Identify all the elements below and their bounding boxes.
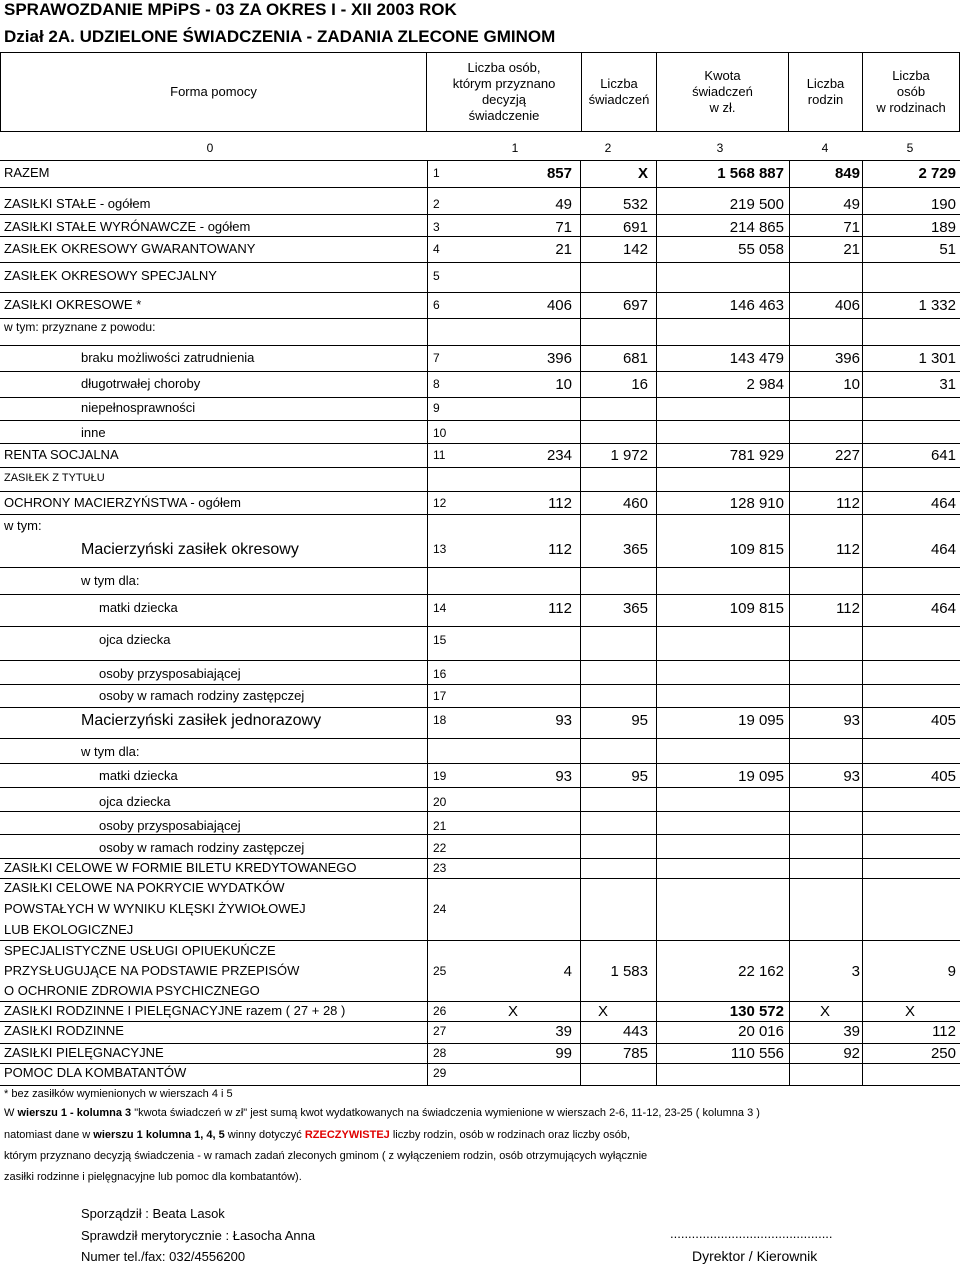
cell-value: 19 095 xyxy=(738,768,784,785)
column-divider xyxy=(656,160,657,1085)
cell-value: 143 479 xyxy=(729,350,784,367)
cell-value: 110 556 xyxy=(730,1045,784,1062)
column-divider xyxy=(789,160,790,1085)
cell-value: 112 xyxy=(548,495,572,512)
cell-value: 1 568 887 xyxy=(717,165,784,182)
row-number: 5 xyxy=(433,269,440,283)
page-title: SPRAWOZDANIE MPiPS - 03 ZA OKRES I - XII 2003 ROK xyxy=(4,0,457,19)
row-divider xyxy=(0,214,960,215)
row-number: 12 xyxy=(433,496,447,510)
cell-value: 532 xyxy=(622,196,648,213)
cell-value: 214 865 xyxy=(729,219,784,236)
cell-value: 406 xyxy=(546,297,572,314)
row-label: w tym dla: xyxy=(81,744,140,759)
row-number: 7 xyxy=(433,351,440,365)
row-divider xyxy=(0,292,960,293)
cell-value: 250 xyxy=(930,1045,956,1062)
cell-value: 464 xyxy=(930,541,956,558)
row-divider xyxy=(0,467,960,468)
row-divider xyxy=(0,594,960,595)
row-number: 1 xyxy=(433,166,440,180)
row-label: inne xyxy=(81,425,106,440)
cell-value: 1 583 xyxy=(610,963,648,980)
col-number-1: 1 xyxy=(511,141,519,155)
header-col1: Liczba osób, którym przyznano decyzją świadczenie xyxy=(426,52,582,132)
row-divider xyxy=(0,940,960,941)
cell-value: 16 xyxy=(631,376,648,393)
row-divider xyxy=(0,318,960,319)
cell-value: 234 xyxy=(546,447,572,464)
row-label: ZASIŁKI STAŁE WYRÓNAWCZE - ogółem xyxy=(4,219,251,234)
cell-value: 405 xyxy=(930,712,956,729)
cell-value: X xyxy=(820,1003,831,1020)
row-label: PRZYSŁUGUJĄCE NA PODSTAWIE PRZEPISÓW xyxy=(4,963,300,978)
cell-value: 146 463 xyxy=(729,297,784,314)
cell-value: 21 xyxy=(843,241,860,258)
row-number: 24 xyxy=(433,902,447,916)
footnote-3: natomiast dane w wierszu 1 kolumna 1, 4, 5 winny dotyczyć RZECZYWISTEJ liczby rodzin, osób w rodzinach oraz liczby osób, xyxy=(4,1129,631,1141)
row-number: 2 xyxy=(433,197,440,211)
header-col3: Kwota świadczeń w zł. xyxy=(656,52,789,132)
cell-value: 464 xyxy=(930,495,956,512)
row-divider xyxy=(0,626,960,627)
cell-value: 189 xyxy=(930,219,956,236)
cell-value: 128 910 xyxy=(729,495,784,512)
cell-value: 849 xyxy=(834,165,860,182)
cell-value: 2 984 xyxy=(746,376,784,393)
row-divider xyxy=(0,811,960,812)
cell-value: 112 xyxy=(836,600,860,617)
row-number: 15 xyxy=(433,633,447,647)
row-number: 4 xyxy=(433,242,440,256)
row-label: O OCHRONIE ZDROWIA PSYCHICZNEGO xyxy=(4,983,260,998)
cell-value: 697 xyxy=(622,297,648,314)
cell-value: 1 301 xyxy=(918,350,956,367)
cell-value: 2 729 xyxy=(918,165,956,182)
row-label: braku możliwości zatrudnienia xyxy=(81,350,255,365)
row-label: osoby przysposabiającej xyxy=(99,666,241,681)
row-label: RENTA SOCJALNA xyxy=(4,447,119,462)
col-number-4: 4 xyxy=(821,141,829,155)
row-number: 18 xyxy=(433,713,447,727)
row-number: 10 xyxy=(433,426,447,440)
cell-value: 396 xyxy=(834,350,860,367)
footnote-4: którym przyznano decyzją świadczenia - w ramach zadań zleconych gminom ( z wyłączeniem rodzin, osób otrzymujących wyłącznie xyxy=(4,1150,648,1162)
cell-value: 464 xyxy=(930,600,956,617)
col-number-0: 0 xyxy=(206,141,214,155)
cell-value: 3 xyxy=(851,963,860,980)
cell-value: 112 xyxy=(548,600,572,617)
header-forma: Forma pomocy xyxy=(0,52,427,132)
cell-value: 460 xyxy=(622,495,648,512)
row-label: długotrwałej choroby xyxy=(81,376,201,391)
col-number-5: 5 xyxy=(906,141,914,155)
row-label: w tym: przyznane z powodu: xyxy=(4,320,156,334)
footnote-1: * bez zasiłków wymienionych w wierszach 4 i 5 xyxy=(4,1088,233,1100)
row-label: matki dziecka xyxy=(99,768,178,783)
row-number: 29 xyxy=(433,1066,447,1080)
row-number: 13 xyxy=(433,542,447,556)
cell-value: 93 xyxy=(843,712,860,729)
row-label: w tym dla: xyxy=(81,573,140,588)
row-label: Macierzyński zasiłek okresowy xyxy=(81,541,299,558)
director-label: Dyrektor / Kierownik xyxy=(692,1248,818,1264)
row-number: 28 xyxy=(433,1046,447,1060)
cell-value: 93 xyxy=(555,768,572,785)
row-number: 16 xyxy=(433,667,447,681)
row-label: ojca dziecka xyxy=(99,794,171,809)
row-label: ZASIŁKI RODZINNE xyxy=(4,1023,124,1038)
cell-value: 190 xyxy=(930,196,956,213)
row-label: POMOC DLA KOMBATANTÓW xyxy=(4,1065,187,1080)
cell-value: 93 xyxy=(555,712,572,729)
cell-value: X xyxy=(598,1003,609,1020)
cell-value: 19 095 xyxy=(738,712,784,729)
row-label: RAZEM xyxy=(4,165,50,180)
row-divider xyxy=(0,1021,960,1022)
page-subtitle: Dział 2A. UDZIELONE ŚWIADCZENIA - ZADANIA ZLECONE GMINOM xyxy=(4,27,556,46)
checked-by: Sprawdził merytorycznie : Łasocha Anna xyxy=(81,1228,316,1243)
prepared-by: Sporządził : Beata Lasok xyxy=(81,1206,225,1221)
cell-value: 641 xyxy=(930,447,956,464)
cell-value: 93 xyxy=(843,768,860,785)
row-divider xyxy=(0,371,960,372)
row-label: ZASIŁEK OKRESOWY SPECJALNY xyxy=(4,268,217,283)
row-divider xyxy=(0,1063,960,1064)
footnote-2: W wierszu 1 - kolumna 3 "kwota świadczeń w zł" jest sumą kwot wydatkowanych na świadczenia wymienione w wierszach 2-6, 11-12, 23-25 ( kolumna 3 ) xyxy=(4,1107,760,1119)
row-label: osoby w ramach rodziny zastępczej xyxy=(99,840,305,855)
row-label: ZASIŁKI CELOWE W FORMIE BILETU KREDYTOWANEGO xyxy=(4,860,357,875)
cell-value: 406 xyxy=(834,297,860,314)
row-label: matki dziecka xyxy=(99,600,178,615)
cell-value: 227 xyxy=(834,447,860,464)
col-number-2: 2 xyxy=(604,141,612,155)
cell-value: 99 xyxy=(555,1045,572,1062)
row-number: 17 xyxy=(433,689,447,703)
column-divider xyxy=(862,160,863,1085)
cell-value: 92 xyxy=(843,1045,860,1062)
row-label: Macierzyński zasiłek jednorazowy xyxy=(81,712,322,729)
row-number: 20 xyxy=(433,795,447,809)
cell-value: 49 xyxy=(555,196,572,213)
row-number: 19 xyxy=(433,769,447,783)
cell-value: 781 929 xyxy=(729,447,784,464)
row-number: 9 xyxy=(433,401,440,415)
row-label: ZASIŁKI OKRESOWE * xyxy=(4,297,142,312)
row-number: 21 xyxy=(433,819,447,833)
header-col4: Liczba rodzin xyxy=(788,52,863,132)
cell-value: 1 332 xyxy=(918,297,956,314)
footnote-5: zasiłki rodzinne i pielęgnacyjne lub pomoc dla kombatantów). xyxy=(4,1171,302,1183)
cell-value: 20 016 xyxy=(738,1023,784,1040)
row-divider xyxy=(0,763,960,764)
cell-value: 365 xyxy=(622,600,648,617)
row-divider xyxy=(0,397,960,398)
cell-value: 109 815 xyxy=(729,600,784,617)
row-label: niepełnosprawności xyxy=(81,400,196,415)
header-col2: Liczba świadczeń xyxy=(581,52,657,132)
cell-value: X xyxy=(905,1003,916,1020)
row-label: osoby w ramach rodziny zastępczej xyxy=(99,688,305,703)
row-label: LUB EKOLOGICZNEJ xyxy=(4,922,134,937)
cell-value: 55 058 xyxy=(738,241,784,258)
cell-value: 785 xyxy=(622,1045,648,1062)
cell-value: 10 xyxy=(555,376,572,393)
row-divider xyxy=(0,262,960,263)
cell-value: 691 xyxy=(622,219,648,236)
row-label: ZASIŁKI STAŁE - ogółem xyxy=(4,196,151,211)
row-label: w tym: xyxy=(4,518,42,533)
row-divider xyxy=(0,834,960,835)
row-divider xyxy=(0,707,960,708)
cell-value: 112 xyxy=(836,495,860,512)
row-divider xyxy=(0,514,960,515)
cell-value: 39 xyxy=(843,1023,860,1040)
cell-value: 49 xyxy=(843,196,860,213)
row-label: POWSTAŁYCH W WYNIKU KLĘSKI ŻYWIOŁOWEJ xyxy=(4,901,306,916)
cell-value: 112 xyxy=(548,541,572,558)
cell-value: X xyxy=(637,165,648,182)
row-divider xyxy=(0,787,960,788)
row-number: 8 xyxy=(433,377,440,391)
column-divider xyxy=(580,160,581,1085)
row-label: OCHRONY MACIERZYŃSTWA - ogółem xyxy=(4,495,241,510)
row-label: ojca dziecka xyxy=(99,632,171,647)
row-divider xyxy=(0,1043,960,1044)
row-number: 26 xyxy=(433,1004,447,1018)
row-label: ZASIŁKI RODZINNE I PIELĘGNACYJNE razem ( 27 + 28 ) xyxy=(4,1003,346,1018)
cell-value: 130 572 xyxy=(729,1003,784,1020)
cell-value: 405 xyxy=(930,768,956,785)
column-divider xyxy=(427,160,428,1085)
cell-value: 443 xyxy=(622,1023,648,1040)
phone-number: Numer tel./fax: 032/4556200 xyxy=(81,1249,246,1264)
cell-value: 142 xyxy=(622,241,648,258)
cell-value: 365 xyxy=(622,541,648,558)
row-label: ZASIŁEK Z TYTUŁU xyxy=(4,472,105,484)
cell-value: 51 xyxy=(939,241,956,258)
row-divider xyxy=(0,491,960,492)
col-number-3: 3 xyxy=(716,141,724,155)
cell-value: 9 xyxy=(947,963,956,980)
cell-value: 95 xyxy=(631,768,648,785)
cell-value: 22 162 xyxy=(738,963,784,980)
row-label: ZASIŁEK OKRESOWY GWARANTOWANY xyxy=(4,241,256,256)
row-number: 27 xyxy=(433,1024,447,1038)
cell-value: 112 xyxy=(836,541,860,558)
row-divider xyxy=(0,443,960,444)
cell-value: 219 500 xyxy=(729,196,784,213)
cell-value: 71 xyxy=(843,219,860,236)
cell-value: 39 xyxy=(555,1023,572,1040)
row-number: 22 xyxy=(433,841,447,855)
row-divider xyxy=(0,878,960,879)
row-number: 3 xyxy=(433,220,440,234)
colnum-divider xyxy=(0,160,960,161)
cell-value: 681 xyxy=(622,350,648,367)
cell-value: 10 xyxy=(843,376,860,393)
cell-value: 21 xyxy=(555,241,572,258)
signature-dots: ............................................. xyxy=(670,1226,833,1241)
cell-value: 71 xyxy=(555,219,572,236)
cell-value: 857 xyxy=(546,165,572,182)
row-divider xyxy=(0,1085,960,1086)
row-divider xyxy=(0,345,960,346)
row-number: 6 xyxy=(433,298,440,312)
row-divider xyxy=(0,420,960,421)
cell-value: 31 xyxy=(939,376,956,393)
row-number: 14 xyxy=(433,601,447,615)
cell-value: 396 xyxy=(546,350,572,367)
row-divider xyxy=(0,684,960,685)
row-divider xyxy=(0,738,960,739)
header-col5: Liczba osób w rodzinach xyxy=(862,52,960,132)
row-divider xyxy=(0,567,960,568)
row-label: ZASIŁKI CELOWE NA POKRYCIE WYDATKÓW xyxy=(4,880,285,895)
row-label: SPECJALISTYCZNE USŁUGI OPIUEKUŃCZE xyxy=(4,943,276,958)
row-label: osoby przysposabiającej xyxy=(99,818,241,833)
cell-value: 4 xyxy=(563,963,572,980)
cell-value: 112 xyxy=(932,1023,956,1040)
row-divider xyxy=(0,660,960,661)
row-divider xyxy=(0,1001,960,1002)
row-divider xyxy=(0,236,960,237)
row-number: 11 xyxy=(433,448,446,462)
row-divider xyxy=(0,187,960,188)
cell-value: X xyxy=(508,1003,519,1020)
cell-value: 95 xyxy=(631,712,648,729)
row-divider xyxy=(0,858,960,859)
row-number: 25 xyxy=(433,964,447,978)
row-number: 23 xyxy=(433,861,447,875)
cell-value: 1 972 xyxy=(610,447,648,464)
row-label: ZASIŁKI PIELĘGNACYJNE xyxy=(4,1045,164,1060)
cell-value: 109 815 xyxy=(729,541,784,558)
